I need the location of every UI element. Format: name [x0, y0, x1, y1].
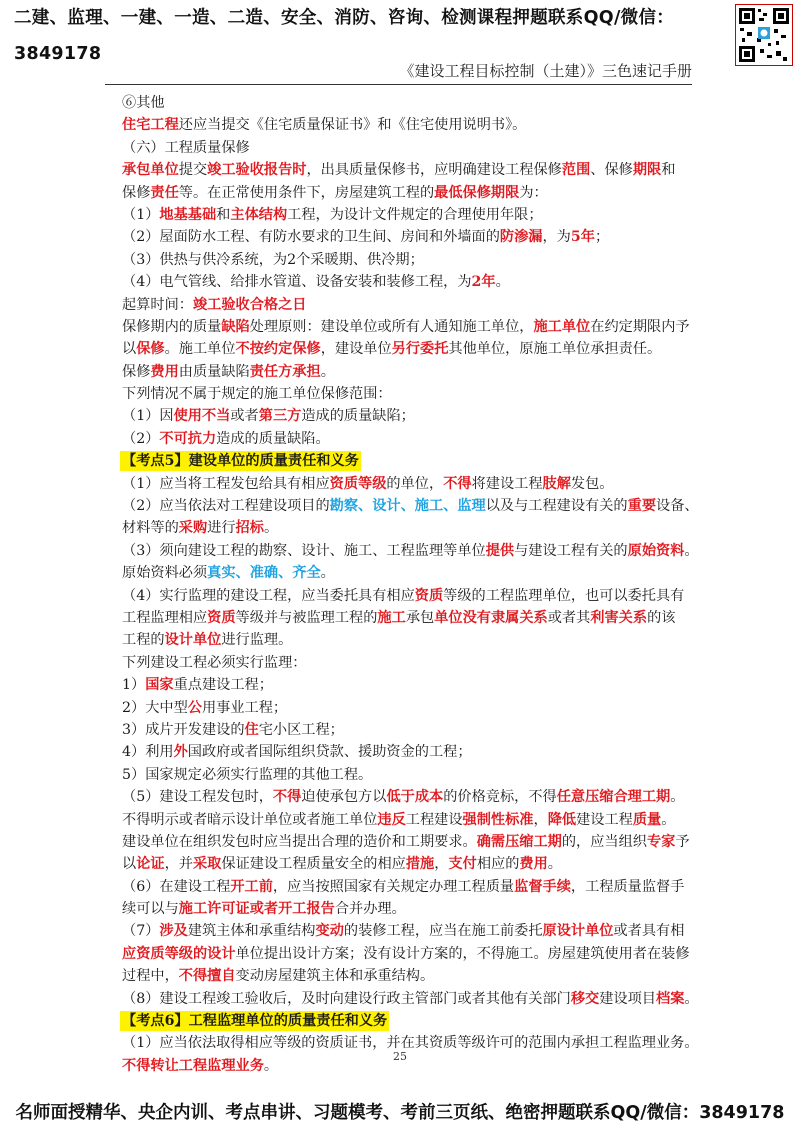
text-run: 。	[320, 363, 335, 380]
text-run: 支付	[448, 856, 477, 873]
text-run: （2）	[122, 430, 160, 447]
text-line	[122, 652, 692, 674]
text-run: 竣工验收报告时	[207, 162, 307, 179]
text-run: 重点建设工程；	[173, 677, 273, 694]
text-run: 在约定期限内予	[590, 318, 690, 335]
text-run: 施工许可证或者开工报告	[178, 901, 335, 918]
text-run: ，建设单位	[320, 341, 392, 358]
text-line	[122, 316, 692, 338]
text-run: 范围	[561, 162, 591, 179]
text-run: 下列建设工程必须实行监理：	[122, 654, 307, 671]
text-line	[122, 517, 692, 539]
text-run: 设计单位	[164, 632, 222, 649]
text-run: （4）电气管线、给排水管道、设备安装和装修工程，为	[122, 274, 472, 291]
text-run: 5）国家规定必须实行监理的其他工程。	[122, 766, 373, 783]
text-run: （6）在建设工程	[122, 878, 231, 895]
text-line	[122, 764, 692, 786]
text-run: 不按约定保修	[235, 341, 321, 358]
text-line	[122, 988, 699, 1010]
text-run: 论证	[136, 856, 165, 873]
text-run: 予	[675, 833, 690, 850]
text-run: （1）	[122, 206, 160, 223]
text-run: 材料等的	[122, 520, 179, 537]
text-run: ，应当按照国家有关规定办理工程质量	[272, 878, 515, 895]
text-run: 建设项目	[599, 990, 656, 1007]
text-run: 施工	[377, 609, 406, 626]
text-run: 质量	[632, 811, 662, 828]
text-line	[122, 674, 692, 696]
text-run: ⑥其他	[122, 95, 165, 111]
text-run: （8）建设工程竣工验收后，及时向建设行政主管部门或者其他有关部门	[122, 990, 571, 1007]
text-run: （4）实行监理的建设工程，应当委托具有相应	[122, 587, 415, 604]
text-run: 以	[122, 856, 137, 873]
text-run: 保修	[122, 184, 151, 201]
text-run: ，并	[164, 856, 193, 873]
text-line	[122, 920, 692, 942]
text-run: ，为	[542, 229, 571, 246]
text-run: 资质等级	[329, 475, 387, 492]
text-run: 国家	[145, 677, 174, 694]
document-body	[122, 92, 699, 1077]
text-line	[122, 159, 692, 181]
text-line	[122, 943, 692, 965]
text-run: 移交	[570, 990, 600, 1007]
text-run: 。	[263, 1057, 279, 1074]
text-run: 的，应当组织	[561, 833, 647, 850]
text-line	[122, 249, 692, 271]
text-run: 的单位，	[386, 475, 444, 492]
text-run: 和	[216, 206, 231, 223]
text-run: 相应的	[476, 856, 520, 873]
text-run: 。	[495, 274, 510, 291]
page-number: 25	[393, 1050, 407, 1063]
text-run: 承包单位	[122, 162, 179, 179]
text-run: 招标	[235, 520, 264, 537]
text-run: 的装修工程，应当在施工前委托	[343, 923, 543, 940]
text-run: 等级的工程监理单位，也可以委托具有	[443, 587, 685, 604]
text-run: 责任方承担	[249, 363, 321, 380]
text-run: （1）应当依法取得相应等级的资质证书，并在其资质等级许可的范围内承担工程监理业务。	[122, 1035, 699, 1052]
text-run: 任意压缩合理工期	[556, 789, 671, 806]
section-heading: 【考点5】建设单位的质量责任和义务	[122, 453, 359, 470]
text-run: 或者具有相	[613, 923, 685, 940]
text-run: 还应当提交《住宅质量保证书》和《住宅使用说明书》。	[178, 117, 527, 134]
text-run: 、保修	[590, 162, 633, 179]
text-run: 不得擅自	[178, 968, 236, 985]
text-run: 和	[661, 162, 676, 179]
text-line	[122, 853, 692, 875]
text-run: 监督手续	[514, 878, 571, 895]
text-run: 起算时间：	[122, 296, 193, 313]
text-line	[122, 182, 692, 204]
text-line	[122, 383, 692, 405]
text-run: 强制性标准	[462, 811, 534, 828]
qr-code-icon	[735, 4, 793, 66]
text-run: 费用	[150, 363, 179, 380]
text-line	[122, 114, 692, 136]
text-run: 以及与工程建设有关的	[485, 498, 628, 515]
text-run: 造成的质量缺陷；	[301, 408, 415, 425]
text-run: 1）	[122, 677, 146, 694]
text-run: 。	[684, 542, 699, 559]
text-run: 。	[661, 811, 676, 828]
text-run: 重要	[627, 498, 657, 515]
text-run: 等。在正常使用条件下，房屋建筑工程的	[178, 184, 435, 201]
text-run: 防渗漏	[499, 229, 543, 246]
text-run: 涉及	[159, 923, 188, 940]
text-run: 过程中，	[122, 968, 179, 985]
text-run: 竣工验收合格之日	[192, 296, 307, 313]
text-run: 4）利用	[122, 744, 174, 761]
text-run: 建设单位在组织发包时应当提出合理的造价和工期要求。	[122, 833, 477, 850]
text-run: （5）建设工程发包时，	[122, 789, 273, 806]
text-run: 进行	[207, 520, 236, 537]
text-run: （1）应当将工程发包给具有相应	[122, 475, 330, 492]
text-run: 续可以与	[122, 901, 179, 918]
text-run: 工程的	[122, 632, 165, 649]
text-run: ，出具质量保修书，应明确建设工程保修	[306, 162, 562, 179]
text-line	[122, 495, 699, 517]
text-run: 将建设工程	[471, 475, 543, 492]
text-line	[122, 294, 692, 316]
text-line	[122, 965, 692, 987]
text-run: （2）应当依法对工程建设项目的	[122, 498, 330, 515]
text-line	[122, 562, 692, 584]
text-line	[122, 405, 692, 427]
text-line	[122, 92, 692, 114]
text-line	[122, 876, 692, 898]
text-run: 。	[547, 856, 562, 873]
text-run: 由质量缺陷	[178, 363, 250, 380]
text-run: ，工程质量监督手	[570, 878, 685, 895]
text-run: 施工单位	[533, 318, 591, 335]
text-run: 设备、	[656, 498, 699, 515]
text-run: 住	[244, 721, 259, 738]
text-run: 。	[670, 789, 685, 806]
text-run: 原设计单位	[542, 923, 614, 940]
text-run: 不可抗力	[159, 430, 217, 447]
text-line	[122, 809, 692, 831]
text-run: 单位提出设计方案；没有设计方案的，不得施工。房屋建筑使用者在装修	[235, 945, 690, 962]
text-run: 的价格竞标，不得	[443, 789, 557, 806]
text-run: 缺陷	[221, 318, 250, 335]
text-run: 造成的质量缺陷。	[216, 430, 330, 447]
text-line	[122, 629, 692, 651]
text-run: 费用	[519, 856, 548, 873]
text-run: 低于成本	[386, 789, 444, 806]
text-run: 。	[263, 520, 279, 537]
text-run: 肢解	[542, 475, 571, 492]
text-run: 勘察、设计、施工、监理	[329, 498, 486, 515]
text-line	[122, 585, 692, 607]
text-run: 地基基础	[159, 206, 217, 223]
text-run: 专家	[646, 833, 676, 850]
text-run: 。	[684, 990, 699, 1007]
text-run: 变动房屋建筑主体和承重结构。	[235, 968, 435, 985]
text-run: 采购	[178, 520, 208, 537]
text-line	[122, 540, 699, 562]
text-run: 不得转让工程监理业务	[122, 1057, 264, 1074]
text-run: 原始资料必须	[122, 565, 208, 582]
text-run: 保修	[122, 363, 151, 380]
text-run: 工程监理相应	[122, 609, 208, 626]
text-run: 开工前	[230, 878, 273, 895]
text-run: 2年	[471, 274, 496, 291]
text-run: 另行委托	[391, 341, 449, 358]
text-run: 不得	[272, 789, 302, 806]
text-run: 宅小区工程；	[258, 721, 344, 738]
text-line	[122, 741, 692, 763]
text-run: 处理原则：建设单位或所有人通知施工单位，	[249, 318, 534, 335]
text-run: 主体结构	[230, 206, 288, 223]
text-line	[122, 719, 692, 741]
top-banner: 二建、监理、一建、一造、二造、安全、消防、咨询、检测课程押题联系QQ/微信：3849178	[14, 8, 675, 64]
text-run: 3）成片开发建设的	[122, 721, 245, 738]
text-run: 保修期内的质量	[122, 318, 222, 335]
text-run: 发包。	[570, 475, 614, 492]
bottom-banner: 名师面授精华、央企内训、考点串讲、习题模考、考前三页纸、绝密押题联系QQ/微信：3849178	[15, 1103, 785, 1123]
text-run: 国政府或者国际组织贷款、援助资金的工程；	[187, 744, 472, 761]
text-run: 工程建设	[405, 811, 463, 828]
text-run: （3）须向建设工程的勘察、设计、施工、工程监理等单位	[122, 542, 486, 559]
text-line	[122, 697, 692, 719]
text-run: 不得明示或者暗示设计单位或者施工单位	[122, 811, 378, 828]
text-run: 其他单位，原施工单位承担责任。	[448, 341, 662, 358]
text-run: （六）工程质量保修	[122, 139, 250, 156]
text-run: 采取	[192, 856, 222, 873]
text-run: 。	[320, 565, 335, 582]
text-run: 保证建设工程质量安全的相应	[221, 856, 406, 873]
text-line	[122, 338, 692, 360]
text-line	[122, 1010, 692, 1032]
text-run: 单位没有隶属关系	[434, 609, 548, 626]
text-run: 为：	[519, 184, 548, 201]
text-run: 保修	[136, 341, 165, 358]
text-run: 变动	[315, 923, 344, 940]
text-line	[122, 204, 692, 226]
text-run: 或者其	[547, 609, 591, 626]
text-run: 第三方	[258, 408, 302, 425]
text-run: 用事业工程；	[201, 699, 288, 716]
text-run: 2）大中型	[122, 699, 188, 716]
text-run: 进行监理。	[221, 632, 293, 649]
text-run: 利害关系	[590, 609, 648, 626]
text-run: 期限	[632, 162, 662, 179]
text-run: 应资质等级的设计	[122, 945, 236, 962]
text-run: 提交	[178, 162, 208, 179]
text-line	[122, 831, 692, 853]
text-run: （7）	[122, 923, 160, 940]
text-run: 降低	[547, 811, 577, 828]
text-run: 等级并与被监理工程的	[235, 609, 378, 626]
text-run: ，	[434, 856, 449, 873]
text-line	[122, 473, 692, 495]
text-run: 建设工程	[576, 811, 633, 828]
text-run: 原始资料	[627, 542, 685, 559]
text-run: 真实、准确、齐全	[207, 565, 321, 582]
text-run: 承包	[405, 609, 435, 626]
text-line	[122, 428, 692, 450]
document-header-title: 《建设工程目标控制（土建）》三色速记手册	[399, 62, 692, 80]
text-run: ；	[594, 229, 610, 246]
text-run: 5年	[570, 229, 595, 246]
text-run: 资质	[207, 609, 236, 626]
text-run: 。施工单位	[164, 341, 236, 358]
text-run: 确需压缩工期	[476, 833, 562, 850]
text-run: ，	[533, 811, 548, 828]
text-run: 外	[173, 744, 188, 761]
text-run: 建筑主体和承重结构	[187, 923, 316, 940]
text-run: 措施	[405, 856, 435, 873]
header-divider	[105, 84, 692, 85]
text-run: （3）供热与供冷系统，为2个采暖期、供冷期；	[122, 251, 424, 268]
text-line	[122, 271, 692, 293]
text-run: 下列情况不属于规定的施工单位保修范围：	[122, 386, 392, 403]
text-run: 工程，为设计文件规定的合理使用年限；	[287, 206, 543, 223]
text-run: 提供	[485, 542, 515, 559]
text-run: （2）屋面防水工程、有防水要求的卫生间、房间和外墙面的	[122, 229, 500, 246]
text-run: 以	[122, 341, 137, 358]
text-run: 最低保修期限	[434, 184, 520, 201]
text-line	[122, 361, 692, 383]
text-line	[122, 607, 692, 629]
text-run: 公	[187, 699, 202, 716]
text-run: 责任	[150, 184, 179, 201]
text-line	[122, 898, 692, 920]
text-run: 合并办理。	[334, 901, 406, 918]
text-run: 使用不当	[173, 408, 231, 425]
text-line	[122, 226, 692, 248]
text-run: 档案	[656, 990, 685, 1007]
text-run: 或者	[230, 408, 259, 425]
text-run: 违反	[377, 811, 406, 828]
text-run: 不得	[443, 475, 472, 492]
text-run: 迫使承包方以	[301, 789, 387, 806]
text-run: （1）因	[122, 408, 174, 425]
text-run: 的该	[647, 609, 676, 626]
text-run: 资质	[414, 587, 444, 604]
text-run: 住宅工程	[122, 117, 179, 134]
text-line	[122, 450, 692, 472]
section-heading: 【考点6】工程监理单位的质量责任和义务	[122, 1013, 388, 1030]
text-line	[122, 786, 692, 808]
text-line	[122, 137, 692, 159]
text-run: 与建设工程有关的	[514, 542, 628, 559]
